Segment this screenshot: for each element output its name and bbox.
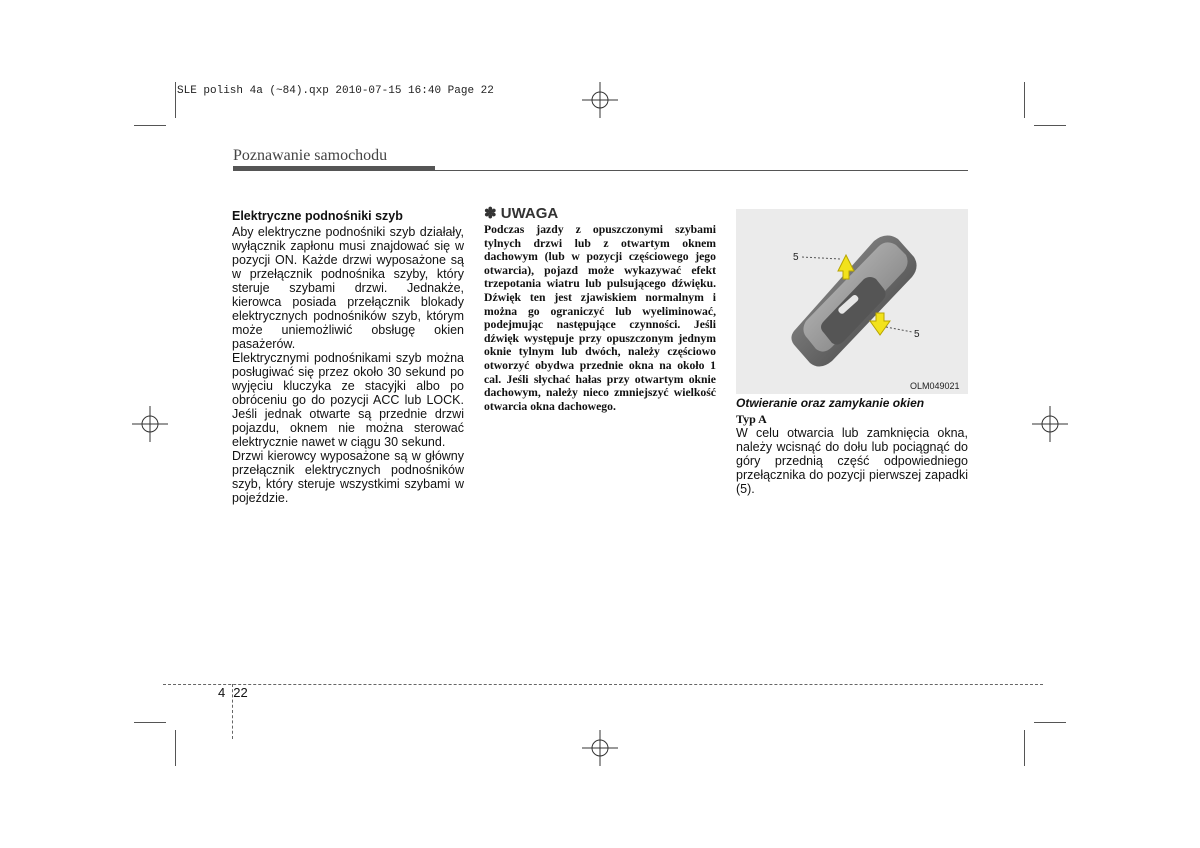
registration-mark-icon (130, 404, 170, 444)
column-heading: Elektryczne podnośniki szyb (232, 209, 403, 223)
registration-mark-icon (578, 728, 622, 768)
paragraph: W celu otwarcia lub zamknięcia okna, należy wcisnąć do dołu lub pociągnąć do góry przednią część odpowiedniego przełącznika do pozycji pierwszej zapadki (5). (736, 426, 968, 496)
column-3 (736, 396, 968, 496)
warning-title: ✽ UWAGA (484, 205, 559, 222)
label-bottom: 5 (914, 329, 920, 340)
crop-mark (134, 722, 166, 723)
crop-mark (1024, 730, 1025, 766)
leader-line (802, 257, 840, 259)
type-label: Typ A (736, 412, 767, 426)
warning-box (484, 207, 716, 413)
window-switch-figure (736, 209, 968, 394)
crop-mark (134, 125, 166, 126)
paragraph: Aby elektryczne podnośniki szyb działały, wyłącznik zapłonu musi znajdować się w pozycji ON. Każde drzwi wyposażone są w przełącznik podnośnika szyby, który steruje szybami drzwi. Jednakże, kierowca posiada przełącznik blokady elektrycznych podnośników szyb, którym może uniemożliwić obsługę okien pasażerów. (232, 225, 464, 351)
paragraph: Drzwi kierowcy wyposażone są w główny przełącznik elektrycznych podnośników szyb, który steruje wszystkimi szybami w pojeździe. (232, 449, 464, 505)
crop-mark (175, 730, 176, 766)
registration-mark-icon (1030, 404, 1070, 444)
figure-caption: Otwieranie oraz zamykanie okien (736, 396, 925, 410)
chapter-number: 4 (218, 685, 226, 700)
paragraph: Elektrycznymi podnośnikami szyb można posługiwać się przez około 30 sekund po wyjęciu kluczyka ze stacyjki albo po obróceniu go do pozycji ACC lub LOCK. Jeśli jednak otwarte są przednie drzwi pojazdu, oknem nie można sterować elektrycznie nawet w ciągu 30 sekund. (232, 351, 464, 449)
warning-body: Podczas jazdy z opuszczonymi szybami tylnych drzwi lub z otwartym oknem dachowym (lub w pozycji częściowego jego otwarcia), pojazd może wykazywać efekt trzepotania wiatru lub pulsującego dźwięku. Dźwięk ten jest zjawiskiem normalnym i można go ograniczyć lub wyeliminować, podejmując następujące czynności. Jeśli dźwięk występuje przy opuszczonym jednym oknie tylnym lub dwóch, należy częściowo otworzyć obydwa przednie okna na około 1 cal. Jeśli słychać hałas przy otwartym oknie dachowym, należy nieco zmniejszyć wielkość otwarcia okna dachowego. (484, 223, 716, 413)
footer-rule (163, 684, 1043, 685)
page-number (218, 685, 248, 700)
crop-mark (1034, 125, 1066, 126)
crop-mark (1024, 82, 1025, 118)
header-rule (233, 170, 968, 171)
print-slug: SLE polish 4a (~84).qxp 2010-07-15 16:40 Page 22 (177, 85, 494, 97)
leader-line (886, 327, 912, 332)
section-title: Poznawanie samochodu (233, 147, 388, 164)
window-switch-illustration (736, 209, 968, 394)
page-number-value: 22 (233, 685, 248, 700)
column-1 (232, 209, 464, 505)
label-top: 5 (793, 252, 799, 263)
registration-mark-icon (578, 80, 622, 120)
crop-mark (1034, 722, 1066, 723)
crop-mark (175, 82, 176, 118)
figure-code: OLM049021 (910, 381, 960, 391)
